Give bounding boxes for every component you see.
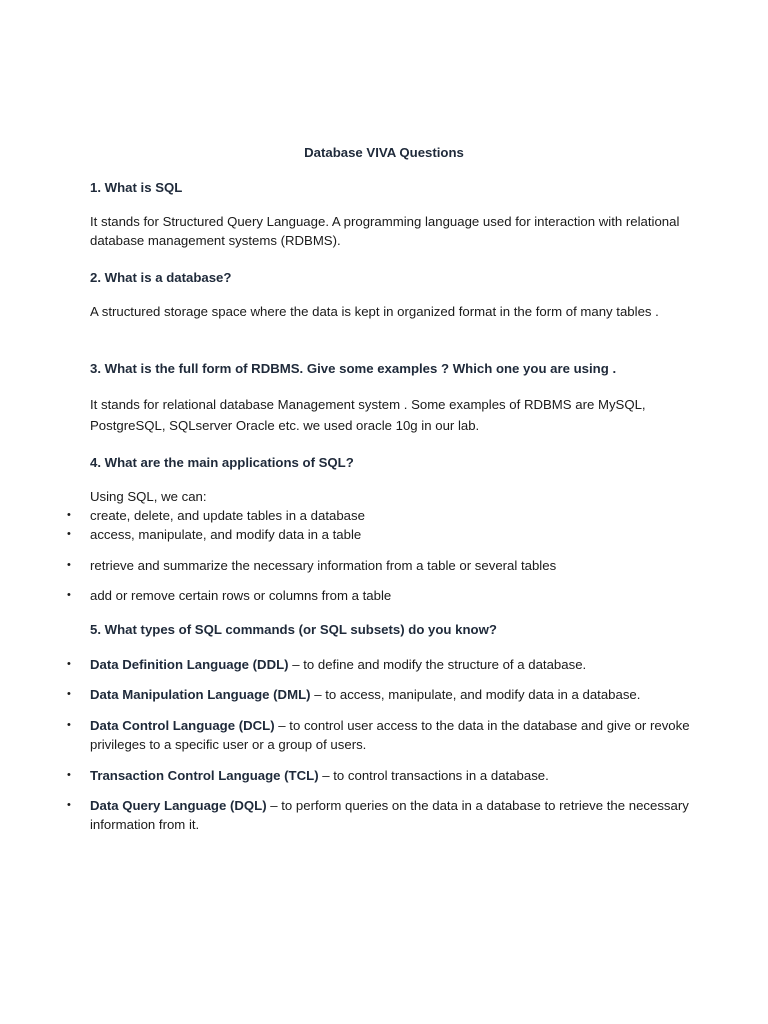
term-description: – to access, manipulate, and modify data in a database. xyxy=(310,687,641,702)
list-item-text xyxy=(90,685,690,704)
term-description: – to control transactions in a database. xyxy=(318,768,549,783)
term-label: Transaction Control Language (TCL) xyxy=(90,768,319,783)
question-3: 3. What is the full form of RDBMS. Give some examples ? Which one you are using . xyxy=(90,361,617,376)
list-item-text: retrieve and summarize the necessary information from a table or several tables xyxy=(90,558,557,573)
term-label: Data Definition Language (DDL) xyxy=(90,657,289,672)
document-title: Database VIVA Questions xyxy=(304,145,464,160)
answer-4-intro: Using SQL, we can: xyxy=(90,489,207,504)
answer-1: It stands for Structured Query Language. A programming language used for interaction with relational database management systems (RDBMS). xyxy=(90,214,680,248)
term-label: Data Query Language (DQL) xyxy=(90,798,267,813)
bullet-icon: • xyxy=(67,658,71,670)
question-1: 1. What is SQL xyxy=(90,180,183,195)
term-description: – to control user access to the data in the database and give or revoke privileges to a specific user or a group of users. xyxy=(90,718,690,752)
bullet-icon: • xyxy=(67,769,71,781)
bullet-icon: • xyxy=(67,719,71,731)
list-item-text: access, manipulate, and modify data in a table xyxy=(90,527,362,542)
term-description: – to define and modify the structure of a database. xyxy=(288,657,587,672)
list-item-text: add or remove certain rows or columns from a table xyxy=(90,588,392,603)
term-label: Data Control Language (DCL) xyxy=(90,718,275,733)
term-description: – to perform queries on the data in a database to retrieve the necessary information from it. xyxy=(90,798,689,832)
question-5: 5. What types of SQL commands (or SQL subsets) do you know? xyxy=(90,622,497,637)
bullet-icon: • xyxy=(67,509,71,521)
answer-2: A structured storage space where the data is kept in organized format in the form of many tables . xyxy=(90,304,659,319)
bullet-icon: • xyxy=(67,589,71,601)
bullet-icon: • xyxy=(67,528,71,540)
list-item-text xyxy=(90,655,690,674)
answer-3: It stands for relational database Management system . Some examples of RDBMS are MySQL, PostgreSQL, SQLserver Oracle etc. we used oracle 10g in our lab. xyxy=(90,397,646,433)
question-4: 4. What are the main applications of SQL? xyxy=(90,455,354,470)
term-label: Data Manipulation Language (DML) xyxy=(90,687,311,702)
question-2: 2. What is a database? xyxy=(90,270,232,285)
bullet-icon: • xyxy=(67,559,71,571)
bullet-icon: • xyxy=(67,688,71,700)
bullet-icon: • xyxy=(67,799,71,811)
list-item-text xyxy=(90,766,690,785)
list-item-text xyxy=(90,796,690,834)
list-item-text: create, delete, and update tables in a database xyxy=(90,508,365,523)
list-item-text xyxy=(90,716,690,754)
